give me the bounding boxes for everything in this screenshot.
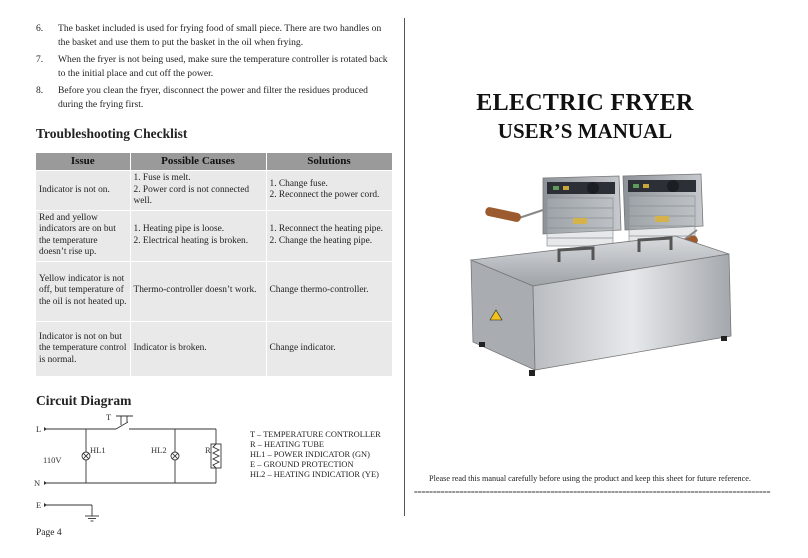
table-row (36, 261, 392, 321)
issue-cell: Yellow indicator is not off, but temperature of the oil is not heated up. (36, 261, 130, 321)
solutions-cell: 1. Change fuse. 2. Reconnect the power cord. (266, 171, 392, 211)
instruction-list (36, 22, 390, 115)
causes-cell: Thermo-controller doesn’t work. (130, 261, 266, 321)
table-header-row (36, 153, 392, 171)
troubleshooting-title: Troubleshooting Checklist (36, 126, 188, 141)
header-causes: Possible Causes (130, 153, 266, 171)
foot (721, 336, 727, 341)
arrow-e-icon (44, 503, 47, 507)
instruction-item (36, 22, 390, 50)
legend-item: HL2 – HEATING INDICATIOR (YE) (250, 470, 379, 479)
causes-cell: Indicator is broken. (130, 321, 266, 376)
arrow-n-icon (44, 481, 47, 485)
instruction-number: 7. (36, 54, 44, 65)
solutions-cell: Change indicator. (266, 321, 392, 376)
label-voltage: 110V (43, 455, 62, 465)
solutions-cell: Change thermo-controller. (266, 261, 392, 321)
instruction-text: Before you clean the fryer, disconnect the power and filter the residues produced during the frying first. (58, 85, 368, 110)
legend-item: T – TEMPERATURE CONTROLLER (250, 430, 381, 439)
cover-title: ELECTRIC FRYER (476, 90, 694, 116)
troubleshooting-table (36, 153, 393, 376)
instruction-item (36, 84, 390, 112)
fryer-product-image (443, 170, 743, 385)
circuit-legend (250, 430, 381, 480)
instruction-item (36, 53, 390, 81)
instruction-text: When the fryer is not being used, make sure the temperature controller is rotated back to the initial place and cut off the power. (58, 54, 388, 79)
causes-cell: 1. Fuse is melt. 2. Power cord is not connected well. (130, 171, 266, 211)
table-row (36, 321, 392, 376)
instruction-text: The basket included is used for frying food of small piece. There are two handles on the basket and use them to put the basket in the oil when frying. (58, 23, 382, 48)
label-n: N (34, 478, 41, 488)
arrow-l-icon (44, 427, 47, 431)
solutions-cell: 1. Reconnect the heating pipe. 2. Change the heating pipe. (266, 210, 392, 261)
label-hl2: HL2 (151, 445, 167, 455)
legend-item: R – HEATING TUBE (250, 440, 325, 449)
causes-cell: 1. Heating pipe is loose. 2. Electrical heating is broken. (130, 210, 266, 261)
foot (479, 342, 485, 347)
read-manual-note: Please read this manual carefully before using the product and keep this sheet for future reference. (429, 474, 751, 483)
header-issue: Issue (36, 153, 130, 171)
table-row (36, 210, 392, 261)
header-solutions: Solutions (266, 153, 392, 171)
label-r: R (205, 445, 211, 455)
label-e: E (36, 500, 42, 510)
circuit-diagram (30, 410, 230, 522)
cover-subtitle: USER’S MANUAL (497, 119, 673, 143)
issue-cell: Red and yellow indicators are on but the temperature doesn’t rise up. (36, 210, 130, 261)
label-t: T (106, 412, 112, 422)
legend-item: E – GROUND PROTECTION (250, 460, 354, 469)
label-l: L (36, 424, 42, 434)
separator-rule: ============================================================================================== (414, 489, 771, 496)
right-page (405, 0, 808, 558)
legend-item: HL1 – POWER INDICATOR (GN) (250, 450, 370, 459)
instruction-number: 8. (36, 85, 44, 96)
circuit-title: Circuit Diagram (36, 393, 132, 408)
label-hl1: HL1 (90, 445, 106, 455)
table-row (36, 171, 392, 211)
instruction-number: 6. (36, 23, 44, 34)
issue-cell: Indicator is not on but the temperature control is normal. (36, 321, 130, 376)
foot (529, 370, 535, 376)
issue-cell: Indicator is not on. (36, 171, 130, 211)
page-number: Page 4 (36, 528, 62, 538)
